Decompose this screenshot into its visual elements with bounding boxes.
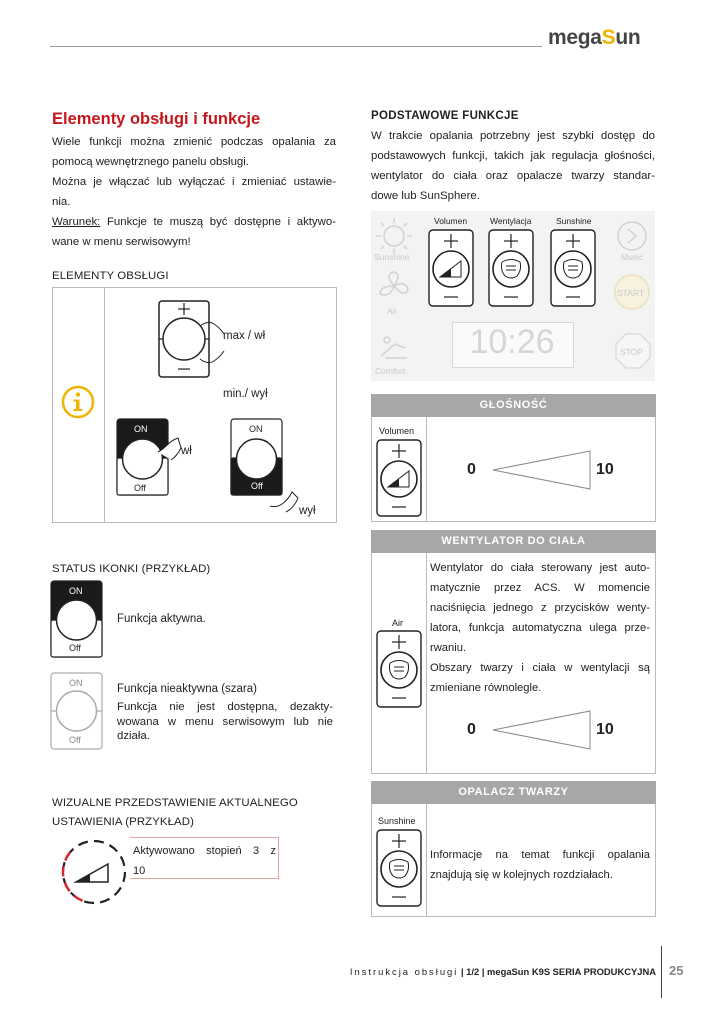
visual-caption-1: WIZUALNE PRZEDSTAWIENIE AKTUALNEGO <box>52 797 298 809</box>
footer-rule <box>661 946 662 998</box>
page-title: Elementy obsługi i funkcje <box>52 110 261 128</box>
music-icon <box>615 220 649 252</box>
basic-functions-title: PODSTAWOWE FUNKCJE <box>371 110 519 122</box>
elements-caption: ELEMENTY OBSŁUGI <box>52 270 169 282</box>
footer: Instrukcja obsługi | 1/2 | megaSun K9S SERIA PRODUKCYJNA <box>349 966 656 977</box>
wyl-label: wył <box>299 505 316 517</box>
min-label: min./ wył <box>223 388 268 400</box>
header-rule <box>50 46 542 47</box>
opalacz-header: OPALACZ TWARZY <box>371 781 656 804</box>
info-icon <box>60 384 96 420</box>
basic-functions-text: W trakcie opalania potrzebny jest szybki dostęp do podstawowych funkcji, takich jak regulacja głośności, wentylator do ciała oraz opalacze twarzy standar- dowe lub SunSphere. <box>371 130 655 202</box>
wentylator-text: Wentylator do ciała sterowany jest auto- matycznie przez ACS. W momencie naciśnięcia jednego z przycisków wenty- latora, funkcja automatyczna ulega prze- rwaniu. Obszary twarzy i ciała w wentylacji są zmieniane równolegle. <box>430 562 650 694</box>
visual-caption-2: USTAWIENIA (PRZYKŁAD) <box>52 816 194 828</box>
glosnosc-header: GŁOŚNOŚĆ <box>371 394 656 417</box>
intro-text: Wiele funkcji można zmienić podczas opalania za pomocą wewnętrznego panelu obsługi. Można je włączać lub wyłączać i zmieniać ustawie- nia. Warunek: Funkcje te muszą być dostępne i aktywo- wane w menu serwisowym! <box>52 136 336 248</box>
status-caption: STATUS IKONKI (PRZYKŁAD) <box>52 563 211 575</box>
knob-control[interactable] <box>156 298 226 380</box>
panel-knobs <box>427 228 597 310</box>
sunshine-knob[interactable] <box>373 828 425 910</box>
fan-icon <box>378 270 410 302</box>
max-label: max / wł <box>223 330 266 342</box>
comfort-icon <box>377 330 411 362</box>
volume-scale <box>490 448 594 492</box>
active-text: Funkcja aktywna. <box>117 613 206 625</box>
level-indicator <box>58 836 130 908</box>
page-number: 25 <box>669 963 684 978</box>
opalacz-text: Informacje na temat funkcji opalania znajdują się w kolejnych rozdziałach. <box>430 849 650 881</box>
air-knob[interactable] <box>373 629 425 711</box>
volume-knob[interactable] <box>373 438 425 520</box>
megasun-logo: megaSun <box>548 26 641 49</box>
wentylator-header: WENTYLATOR DO CIAŁA <box>371 530 656 553</box>
inactive-title: Funkcja nieaktywna (szara) <box>117 683 257 695</box>
sunshine-icon <box>374 216 414 256</box>
hand-pointer-icon <box>266 486 300 514</box>
inactive-text: Funkcja nie jest dostępna, dezakty- wowana w menu serwisowym lub nie działa. <box>117 701 333 742</box>
wl-label: wł <box>181 445 192 457</box>
air-scale <box>490 708 594 752</box>
